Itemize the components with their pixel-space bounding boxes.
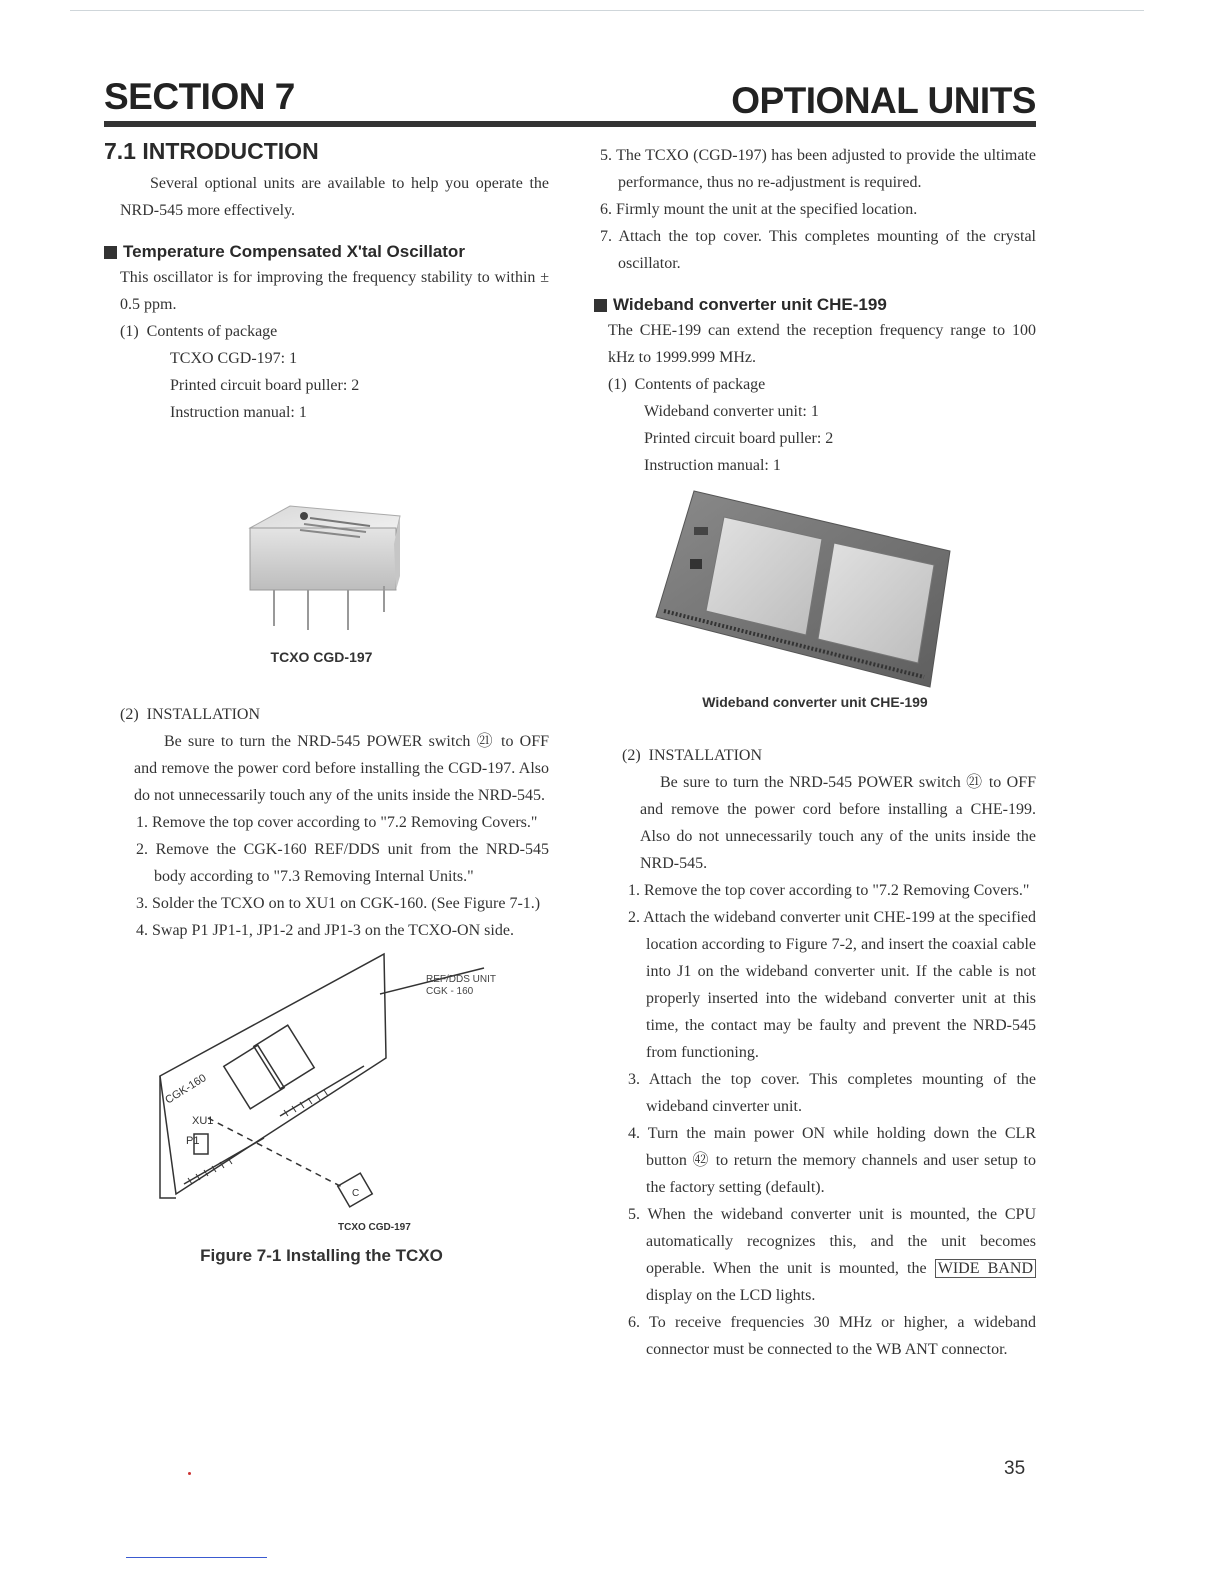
xu1-label: XU1 [192, 1115, 214, 1127]
bullet-square-icon [104, 246, 117, 259]
intro-heading: 7.1 INTRODUCTION [104, 138, 319, 164]
bullet-square-icon [594, 299, 607, 312]
install-step: 3. Solder the TCXO on to XU1 on CGK-160. (See Figure 7-1.) [136, 895, 541, 912]
wideband-board-image [594, 487, 1036, 695]
tcxo-text: This oscillator is for improving the frequency stability to within ± 0.5 ppm. [120, 269, 549, 313]
wideband-heading: Wideband converter unit CHE-199 [594, 293, 1036, 317]
contents-item: TCXO CGD-197: 1 [170, 350, 298, 367]
contents-item: Wideband converter unit: 1 [644, 403, 819, 420]
install-step: 6. To receive frequencies 30 MHz or higher, a wideband connector must be connected to the WB ANT connector. [628, 1314, 1036, 1358]
c-label: C [352, 1188, 360, 1199]
p1-label: P1 [186, 1135, 200, 1147]
contents-item: Printed circuit board puller: 2 [644, 430, 834, 447]
tcxo-step: 5. The TCXO (CGD-197) has been adjusted to provide the ultimate performance, thus no re-adjustment is required. [600, 147, 1036, 191]
figure-7-1 [104, 948, 549, 1248]
tcxo-diagram-label: TCXO CGD-197 [338, 1222, 411, 1233]
install-step: 3. Attach the top cover. This completes mounting of the wideband cinverter unit. [628, 1071, 1036, 1115]
install-step: 1. Remove the top cover according to "7.2 Removing Covers." [628, 882, 1030, 899]
install-title: (2) INSTALLATION [622, 747, 763, 764]
install-step: 2. Remove the CGK-160 REF/DDS unit from the NRD-545 body according to "7.3 Removing Internal Units." [136, 841, 549, 885]
contents-item: Printed circuit board puller: 2 [170, 377, 360, 394]
page-number: 35 [1004, 1458, 1026, 1479]
install-step: 4. Turn the main power ON while holding down the CLR button ㊷ to return the memory channels and user setup to the factory setting (default). [628, 1125, 1036, 1196]
bottom-rule [126, 1557, 267, 1558]
install-step: 4. Swap P1 JP1-1, JP1-2 and JP1-3 on the TCXO-ON side. [136, 922, 514, 939]
wideband-photo-caption: Wideband converter unit CHE-199 [702, 694, 928, 710]
section-label: SECTION 7 [104, 76, 295, 117]
ref-dds-label: REF/DDS UNIT CGK - 160 [426, 974, 496, 997]
wideband-text: The CHE-199 can extend the reception frequency range to 100 kHz to 1999.999 MHz. [608, 322, 1036, 366]
install-step: 2. Attach the wideband converter unit CHE-199 at the specified location according to Figure 7-2, and insert the coaxial cable into J1 on the wideband converter unit. If the cable is not properly inserted into the wideband converter unit at this time, the contact may be faulty and prevent the NRD-545 from functioning. [628, 909, 1036, 1061]
contents-title: (1) Contents of package [120, 323, 278, 340]
tcxo-heading: Temperature Compensated X'tal Oscillator [104, 240, 549, 264]
section-title: OPTIONAL UNITS [731, 80, 1036, 121]
contents-item: Instruction manual: 1 [170, 404, 307, 421]
tcxo-photo [104, 436, 549, 646]
tcxo-step: 6. Firmly mount the unit at the specified location. [600, 201, 918, 218]
header-rule [104, 121, 1036, 127]
install-step: 1. Remove the top cover according to "7.2 Removing Covers." [136, 814, 538, 831]
wide-band-display-box: WIDE BAND [935, 1259, 1036, 1278]
install-step: 5. When the wideband converter unit is mounted, the CPU automatically recognizes this, and the unit becomes operable. When the unit is mounted, the WIDE BAND display on the LCD lights. [628, 1206, 1036, 1304]
install-text: Be sure to turn the NRD-545 POWER switch ㉑ to OFF and remove the power cord before installing a CHE-199. Also do not unnecessarily touch any of the units inside the NRD-545. [640, 774, 1036, 872]
left-column [104, 136, 549, 1269]
tcxo-step: 7. Attach the top cover. This completes mounting of the crystal oscillator. [600, 228, 1036, 272]
tcxo-component-image [104, 436, 549, 646]
intro-text: Several optional units are available to help you operate the NRD-545 more effectively. [120, 175, 549, 219]
right-column [594, 142, 1036, 1363]
wideband-photo [594, 487, 1036, 695]
install-title: (2) INSTALLATION [120, 706, 261, 723]
tcxo-photo-caption: TCXO CGD-197 [270, 649, 373, 665]
top-rule [70, 10, 1144, 11]
scan-mark [188, 1472, 191, 1475]
contents-item: Instruction manual: 1 [644, 457, 781, 474]
contents-title: (1) Contents of package [608, 376, 766, 393]
board-label: CGK-160 [163, 1072, 209, 1107]
figure-caption: Figure 7-1 Installing the TCXO [200, 1246, 443, 1265]
install-text: Be sure to turn the NRD-545 POWER switch ㉑ to OFF and remove the power cord before installing the CGD-197. Also do not unnecessarily touch any of the units inside the NRD-545. [134, 733, 549, 804]
